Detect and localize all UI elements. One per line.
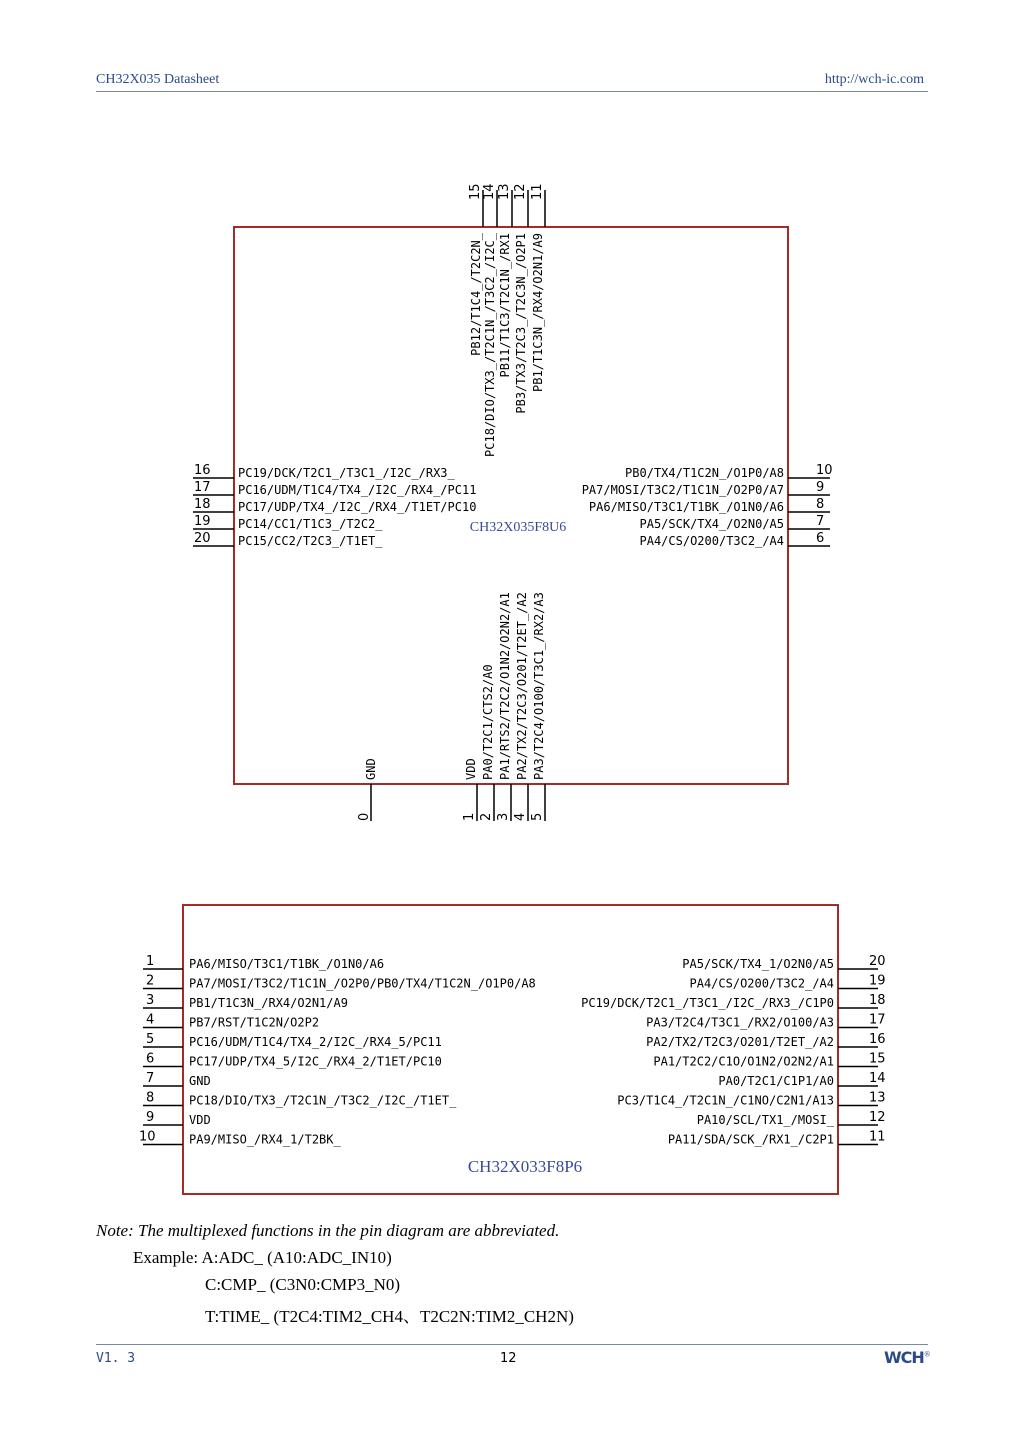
chip1-top-pin-label: PC18/DIO/TX3_/T2C1N_/T3C2_/I2C_: [483, 233, 497, 457]
footer-page-number: 12: [500, 1351, 517, 1366]
chip1-right-pin-label: PA4/CS/O200/T3C2_/A4: [639, 534, 784, 548]
chip1-top-pin-12: [513, 183, 528, 413]
chip1-top-pin-label: PB12/T1C4_/T2C2N_: [469, 233, 483, 356]
chip2-right-pin-label: PA3/T2C4/T3C1_/RX2/O100/A3: [646, 1015, 834, 1030]
chip2-left-pin-number: 9: [146, 1110, 155, 1125]
chip1-right-pin-number: 7: [816, 514, 825, 529]
footer-logo-text: WCH: [884, 1348, 924, 1367]
chip2-right-pin-13: [617, 1091, 885, 1108]
chip1-bottom-pin-number: 1: [462, 812, 477, 821]
chip2-left-pin-number: 4: [146, 1012, 155, 1028]
chip1-gnd-number: 0: [357, 812, 372, 821]
footer-divider: [96, 1344, 928, 1345]
header-title: CH32X035 Datasheet: [96, 72, 220, 87]
header-url[interactable]: http://wch-ic.com: [824, 72, 924, 87]
chip2-left-pin-label: PA9/MISO_/RX4_1/T2BK_: [189, 1132, 341, 1147]
chip1-bottom-pin-label: PA3/T2C4/O100/T3C1_/RX2/A3: [532, 592, 546, 780]
chip2-left-pin-number: 1: [146, 954, 155, 969]
chip2-left-pin-7: [143, 1071, 211, 1088]
chip1-left-pin-17: [193, 480, 476, 497]
chip1-right-pin-10: [625, 463, 833, 480]
chip2-right-pin-11: [668, 1130, 886, 1147]
example-line-3: T:TIME_ (T2C4:TIM2_CH4、T2C2N:TIM2_CH2N): [205, 1307, 574, 1326]
chip2-left-pin-label: PC17/UDP/TX4_5/I2C_/RX4_2/T1ET/PC10: [189, 1054, 442, 1069]
chip2-left-pin-number: 7: [146, 1071, 155, 1086]
chip1-left-pin-number: 16: [194, 463, 211, 478]
chip1-left-pin-18: [193, 497, 476, 514]
chip2-left-pin-8: [143, 1091, 457, 1108]
chip1-left-pin-number: 19: [194, 514, 211, 529]
chip2-right-pin-number: 17: [869, 1012, 886, 1028]
chip2-left-pin-label: PA7/MOSI/T3C2/T1C1N_/O2P0/PB0/TX4/T1C2N_/O1P0/A8: [189, 976, 536, 991]
chip2-right-pin-16: [646, 1032, 885, 1049]
chip1-bottom-pin-3: [496, 592, 512, 821]
chip1-bottom-pin-number: 2: [479, 812, 494, 821]
chip2-left-pin-4: [143, 1013, 319, 1030]
chip2-right-pin-19: [690, 974, 886, 991]
chip1-right-pin-7: [640, 514, 831, 531]
chip1-bottom-pin-label: VDD: [464, 758, 478, 780]
chip2-right-pin-number: 11: [869, 1129, 886, 1145]
chip1-top-pin-15: [468, 183, 483, 355]
chip1-left-pin-number: 18: [194, 497, 211, 512]
chip1-left-pin-label: PC14/CC1/T1C3_/T2C2_: [238, 517, 383, 531]
chip1-right-pin-9: [582, 480, 830, 497]
chip2-left-pin-3: [143, 993, 348, 1010]
chip1-right-pin-8: [589, 497, 830, 514]
footer-version: V1. 3: [96, 1351, 136, 1366]
chip2-right-pin-number: 18: [869, 993, 886, 1008]
chip1-left-pin-label: PC17/UDP/TX4_/I2C_/RX4_/T1ET/PC10: [238, 500, 477, 514]
chip2-right-pin-label: PA2/TX2/T2C3/O201/T2ET_/A2: [646, 1035, 834, 1049]
chip2-left-pin-number: 6: [146, 1051, 155, 1067]
chip2-right-pin-14: [718, 1071, 885, 1088]
chip2-right-pin-18: [581, 993, 885, 1010]
chip2-right-pin-20: [682, 954, 885, 971]
chip1-left-pin-number: 17: [194, 480, 211, 495]
chip1-top-pin-13: [497, 183, 512, 377]
chip2-name: CH32X033F8P6: [467, 1157, 583, 1176]
chip2-left-pin-label: PC16/UDM/T1C4/TX4_2/I2C_/RX4_5/PC11: [189, 1035, 442, 1049]
example-line-2: C:CMP_ (C3N0:CMP3_N0): [205, 1275, 401, 1294]
chip1-right-pin-6: [640, 531, 831, 548]
chip1-bottom-pin-5: [530, 592, 546, 821]
chip1-left-pin-19: [193, 514, 383, 531]
chip2-left-pin-10: [139, 1130, 341, 1147]
chip1-bottom-pin-number: 3: [496, 812, 511, 821]
chip2-right-pin-label: PA11/SDA/SCK_/RX1_/C2P1: [667, 1132, 834, 1147]
chip1-left-pin-16: [193, 463, 456, 480]
chip1-bottom-pin-label: PA0/T2C1/CTS2/A0: [481, 664, 495, 780]
chip2-left-pin-number: 5: [146, 1032, 155, 1047]
chip2-left-pin-number: 10: [139, 1129, 156, 1145]
chip1-left-pin-label: PC15/CC2/T2C3_/T1ET_: [238, 534, 383, 548]
chip2-right-pin-15: [653, 1052, 885, 1069]
chip2-right-pin-number: 16: [869, 1032, 886, 1047]
chip1-top-pin-label: PB3/TX3/T2C3_/T2C3N_/O2P1: [514, 233, 528, 414]
chip1-right-pin-label: PB0/TX4/T1C2N_/O1P0/A8: [625, 466, 784, 480]
chip2-body: [183, 905, 838, 1194]
chip1-right-pins: [582, 463, 833, 548]
chip1-top-pin-number: 11: [530, 183, 545, 200]
chip2-right-pin-label: PC3/T1C4_/T2C1N_/C1NO/C2N1/A13: [617, 1093, 834, 1108]
chip1-top-pins: [468, 183, 545, 457]
chip1-bottom-pins: [462, 592, 546, 821]
chip1-right-pin-label: PA6/MISO/T3C1/T1BK_/O1N0/A6: [588, 500, 784, 514]
chip2-right-pin-number: 14: [869, 1071, 886, 1086]
example-line-1: Example: A:ADC_ (A10:ADC_IN10): [133, 1248, 392, 1267]
chip2-right-pin-label: PA4/CS/O200/T3C2_/A4: [689, 976, 834, 991]
chip1-left-pins: [193, 463, 476, 548]
note-text: Note: The multiplexed functions in the pin diagram are abbreviated.: [96, 1221, 560, 1240]
chip1-top-pin-14: [482, 183, 497, 457]
chip2-left-pin-label: GND: [189, 1074, 211, 1088]
chip1-top-pin-number: 15: [468, 183, 483, 200]
chip2-left-pin-6: [143, 1052, 442, 1069]
chip2-left-pins: [139, 954, 536, 1147]
chip2-right-pin-number: 19: [869, 973, 886, 989]
chip1-top-pin-number: 14: [482, 183, 497, 200]
chip2-left-pin-label: PB1/T1C3N_/RX4/O2N1/A9: [189, 996, 348, 1010]
chip2-left-pin-number: 8: [146, 1090, 155, 1106]
chip2-right-pin-label: PA10/SCL/TX1_/MOSI_: [696, 1113, 834, 1127]
chip2-left-pin-number: 2: [146, 973, 155, 989]
chip2-left-pin-2: [143, 974, 536, 991]
chip1-right-pin-label: PA5/SCK/TX4_/O2N0/A5: [639, 517, 784, 531]
chip2-right-pin-number: 12: [869, 1110, 886, 1125]
chip1-gnd-pin: [357, 758, 378, 821]
chip2-right-pin-label: PC19/DCK/T2C1_/T3C1_/I2C_/RX3_/C1P0: [581, 996, 834, 1010]
chip1-left-pin-label: PC16/UDM/T1C4/TX4_/I2C_/RX4_/PC11: [238, 483, 477, 497]
chip1-top-pin-number: 13: [497, 183, 512, 200]
chip1-right-pin-number: 8: [816, 497, 825, 512]
chip1-bottom-pin-4: [513, 592, 529, 821]
chip2-right-pin-number: 15: [869, 1051, 886, 1067]
chip2-right-pin-12: [697, 1110, 886, 1127]
chip1-gnd-label: GND: [364, 758, 378, 780]
chip1-right-pin-number: 6: [816, 531, 825, 546]
chip2-right-pin-label: PA5/SCK/TX4_1/O2N0/A5: [682, 957, 834, 971]
chip1-top-pin-label: PB1/T1C3N_/RX4/O2N1/A9: [531, 233, 545, 392]
chip1-right-pin-label: PA7/MOSI/T3C2/T1C1N_/O2P0/A7: [581, 483, 784, 497]
chip2-left-pin-9: [143, 1110, 211, 1127]
chip2-left-pin-label: VDD: [189, 1113, 211, 1127]
chip1-bottom-pin-number: 4: [513, 812, 528, 821]
chip1-bottom-pin-number: 5: [530, 812, 545, 821]
chip2-right-pin-17: [646, 1013, 885, 1030]
chip2-left-pin-label: PC18/DIO/TX3_/T2C1N_/T3C2_/I2C_/T1ET_: [189, 1093, 457, 1108]
chip2-right-pin-label: PA0/T2C1/C1P1/A0: [718, 1074, 834, 1088]
chip1-bottom-pin-label: PA2/TX2/T2C3/O201/T2ET_/A2: [515, 592, 529, 780]
chip1-left-pin-number: 20: [194, 531, 211, 546]
chip1-right-pin-number: 9: [816, 480, 825, 495]
chip1-bottom-pin-label: PA1/RTS2/T2C2/O1N2/O2N2/A1: [498, 592, 512, 780]
chip1-top-pin-label: PB11/T1C3/T2C1N_/RX1: [498, 233, 512, 378]
chip1-top-pin-number: 12: [513, 183, 528, 200]
chip2-right-pins: [581, 954, 885, 1147]
chip2-left-pin-1: [143, 954, 384, 971]
chip1-left-pin-label: PC19/DCK/T2C1_/T3C1_/I2C_/RX3_: [238, 466, 455, 480]
chip2-left-pin-5: [143, 1032, 442, 1049]
chip2-right-pin-number: 13: [869, 1090, 886, 1106]
wch-logo-icon: WCH®: [884, 1348, 930, 1367]
chip1-bottom-pin-1: [462, 758, 478, 821]
chip2-right-pin-label: PA1/T2C2/C1O/O1N2/O2N2/A1: [653, 1054, 834, 1069]
chip1-name: CH32X035F8U6: [469, 520, 567, 535]
chip1-right-pin-number: 10: [816, 463, 833, 478]
chip1-top-pin-11: [530, 183, 545, 392]
chip1-bottom-pin-2: [479, 664, 495, 821]
chip2-left-pin-label: PB7/RST/T1C2N/O2P2: [189, 1015, 320, 1030]
chip2-left-pin-number: 3: [146, 993, 155, 1008]
chip2-right-pin-number: 20: [869, 954, 886, 969]
chip1-left-pin-20: [193, 531, 383, 548]
chip2-left-pin-label: PA6/MISO/T3C1/T1BK_/O1N0/A6: [189, 957, 385, 971]
